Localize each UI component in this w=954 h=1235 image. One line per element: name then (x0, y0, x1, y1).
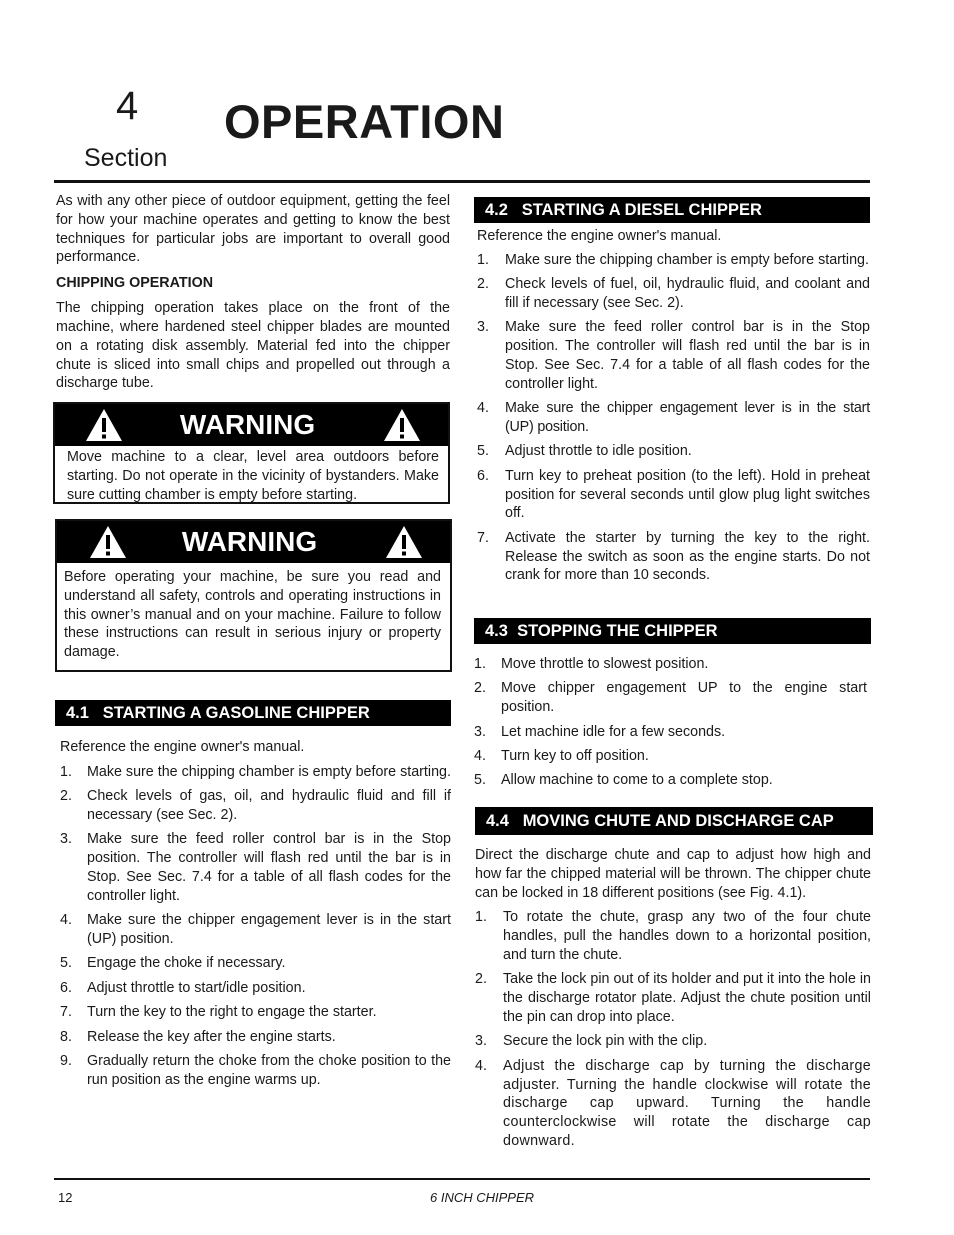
list-item: 2. Check levels of fuel, oil, hydraulic fluid, and coolant and fill if necessary (see Sec. 2). (477, 276, 870, 311)
list-item: 3. Let machine idle for a few seconds. (474, 723, 726, 740)
header-rule (54, 180, 870, 183)
section-number: 4 (116, 84, 139, 128)
section-heading: 4.4 MOVING CHUTE AND DISCHARGE CAP (475, 807, 873, 835)
warning-triangle-icon (383, 408, 421, 442)
section-heading: 4.2 STARTING A DIESEL CHIPPER (474, 197, 870, 223)
section-4-4 (475, 807, 873, 1156)
warning-title: WARNING (179, 409, 316, 440)
warning-banner (55, 404, 448, 446)
page-title: OPERATION (224, 95, 505, 148)
intro-paragraph: Direct the discharge chute and cap to adjust how high and how far the chipped material will be thrown. The chipper chute can be locked in 18 different positions (see Fig. 4.1). (475, 847, 871, 901)
steps-list (475, 908, 873, 1150)
section-heading: 4.3 STOPPING THE CHIPPER (474, 618, 871, 644)
steps-list (474, 251, 870, 585)
warning-text: Before operating your machine, be sure you read and understand all safety, controls and operating instructions in this owner’s manual and on your machine. Failure to follow these instructions can result in serious injury or property damage. (64, 569, 441, 661)
section-4-1 (55, 700, 451, 1095)
list-item: 5. Engage the choke if necessary. (60, 955, 286, 972)
warning-text: Move machine to a clear, level area outdoors before starting. Do not operate in the vicinity of bystanders. Make sure cutting chamber is empty before starting. (67, 449, 439, 503)
intro-paragraph: As with any other piece of outdoor equipment, getting the feel for how your machine operates and getting to know the best techniques for particular jobs are important to overall good performance. (56, 193, 450, 266)
footer-title: 6 INCH CHIPPER (429, 1190, 535, 1205)
list-item: 9. Gradually return the choke from the choke position to the run position as the engine warms up. (60, 1052, 451, 1088)
list-item: 4. Make sure the chipper engagement lever is in the start (UP) position. (477, 400, 870, 435)
chipping-heading: CHIPPING OPERATION (56, 275, 214, 292)
warning-triangle-icon (385, 525, 423, 559)
list-item: 1. Move throttle to slowest position. (474, 656, 709, 672)
list-item: 2. Check levels of gas, oil, and hydraulic fluid and fill if necessary (see Sec. 2). (60, 788, 451, 823)
steps-list (474, 655, 871, 790)
list-item: 3. Make sure the feed roller control bar is in the Stop position. The controller will flash red until the bar is in Stop. See Sec. 7.4 for a table of all flash codes for the controller light. (60, 831, 451, 904)
list-item: 4. Adjust the discharge cap by turning the discharge adjuster. Turning the handle clockwise will rotate the discharge cap upward. Turning the handle counterclockwise will rotate the discharge cap downward. (475, 1057, 871, 1149)
list-item: 5. Adjust throttle to idle position. (477, 443, 692, 460)
list-item: 4. Make sure the chipper engagement lever is in the start (UP) position. (60, 912, 451, 947)
footer-rule (54, 1178, 870, 1180)
list-item: 1. Make sure the chipping chamber is empty before starting. (477, 251, 869, 268)
reference-text: Reference the engine owner's manual. (477, 228, 722, 244)
steps-list (55, 763, 451, 1090)
chipping-paragraph: The chipping operation takes place on the front of the machine, where hardened steel chipper blades are mounted on a rotating disk assembly. Material fed into the chipper chute is sliced into small chips and propelled out through a discharge tube. (56, 300, 450, 392)
warning-banner (57, 521, 450, 563)
list-item: 1. To rotate the chute, grasp any two of the four chute handles, pull the handles down to a horizontal position, and turn the chute. (475, 909, 871, 963)
list-item: 3. Secure the lock pin with the clip. (475, 1033, 708, 1050)
list-item: 4. Turn key to off position. (474, 747, 649, 764)
left-column (56, 192, 450, 393)
section-heading: 4.1 STARTING A GASOLINE CHIPPER (55, 700, 451, 726)
list-item: 1. Make sure the chipping chamber is empty before starting. (60, 763, 451, 780)
list-item: 8. Release the key after the engine starts. (60, 1028, 336, 1045)
list-item: 7. Turn the key to the right to engage the starter. (60, 1004, 377, 1021)
section-4-3 (474, 618, 871, 796)
list-item: 6. Adjust throttle to start/idle position. (60, 979, 306, 996)
warning-box-1 (53, 402, 450, 504)
list-item: 3. Make sure the feed roller control bar is in the Stop position. The controller will flash red until the bar is in Stop. See Sec. 7.4 for a table of all flash codes for the controller light. (477, 319, 870, 392)
reference-text: Reference the engine owner's manual. (60, 739, 305, 755)
page-number: 12 (58, 1190, 73, 1205)
section-label: Section (84, 144, 168, 172)
warning-title: WARNING (181, 526, 318, 557)
list-item: 7. Activate the starter by turning the key to the right. Release the switch as soon as the engine starts. Do not crank for more than 10 seconds. (477, 529, 870, 584)
list-item: 2. Take the lock pin out of its holder and put it into the hole in the discharge rotator plate. Adjust the chute position until the pin can drop into place. (475, 971, 871, 1025)
warning-box-2 (55, 519, 452, 672)
section-4-2 (474, 197, 870, 591)
list-item: 2. Move chipper engagement UP to the engine start position. (474, 680, 867, 716)
list-item: 6. Turn key to preheat position (to the left). Hold in preheat position for several seconds until glow plug light switches off. (477, 467, 870, 522)
list-item: 5. Allow machine to come to a complete stop. (474, 772, 773, 789)
